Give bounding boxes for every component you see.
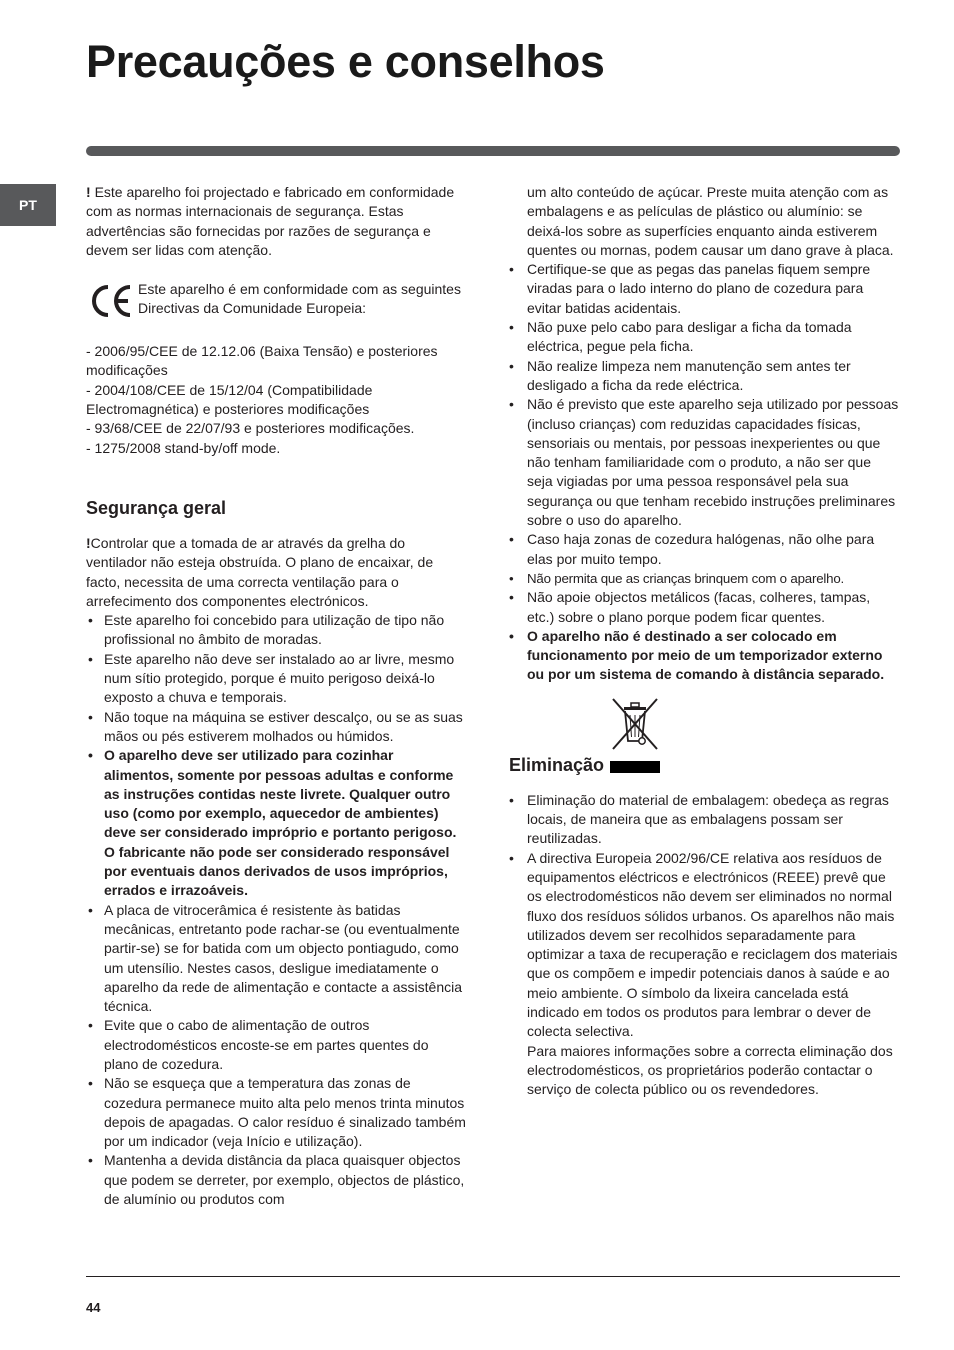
ce-mark-icon xyxy=(86,280,138,322)
continued-text: um alto conteúdo de açúcar. Preste muita atenção com as embalagens e as películas de plástico ou alumínio: se deixá-los sobre as superfícies enquanto ainda estiverem quentes ou mornas, podem causar um dano grave à placa. xyxy=(527,184,894,258)
directive-item: - 2004/108/CEE de 15/12/04 (Compatibilidade Electromagnética) e posteriores modificações xyxy=(86,381,373,418)
warning-mark-icon: ! xyxy=(86,184,91,200)
ce-text: Este aparelho é em conformidade com as seguintes Directivas da Comunidade Europeia: xyxy=(138,281,461,317)
page-number: 44 xyxy=(86,1300,101,1315)
list-item: • A directiva Europeia 2002/96/CE relativa aos resíduos de equipamentos eléctricos e electrónicos (REEE) prevê que os electrodomésticos não devem ser eliminados no normal fluxo dos resíduos sólidos urbanos. Os aparelhos não mais utilizados devem ser recolhidos separadamente para optimizar a taxa de recuperação e reciclagem dos materiais que os compõem e impedir potenciais danos à saúde e ao meio ambiente. O símbolo da lixeira cancelada está indicado em todos os produtos para lembrar o dever de colecta selectiva. xyxy=(509,849,899,1042)
section-heading-eliminacao: Eliminação xyxy=(509,754,605,775)
list-item: • Não puxe pelo cabo para desligar a ficha da tomada eléctrica, pegue pela ficha. xyxy=(509,318,899,357)
list-item: • Não se esqueça que a temperatura das zonas de cozedura permanece muito alta pelo menos trinta minutos depois de apagadas. O calor resíduo é sinalizado também por um indicador (veja Início e utilização). xyxy=(86,1074,466,1151)
ce-block xyxy=(86,280,466,322)
warning-mark-icon: ! xyxy=(86,534,91,551)
list-item: • Certifique-se que as pegas das panelas fiquem sempre viradas para o lado interno do plano de cozedura para evitar batidas acidentais. xyxy=(509,260,899,318)
list-item-bold: • O aparelho deve ser utilizado para cozinhar alimentos, somente por pessoas adultas e conforme as instruções contidas neste livrete. Qualquer outro uso (como por exemplo, aquecedor de ambientes) deve ser considerado impróprio e portanto perigoso. O fabricante não pode ser considerado responsável por eventuais danos derivados de usos impróprios, errados e irrazoáveis. xyxy=(86,746,466,900)
weee-block xyxy=(509,697,899,777)
list-item: • Caso haja zonas de cozedura halógenas, não olhe para elas por muito tempo. xyxy=(509,530,899,569)
eliminacao-list xyxy=(509,791,899,1042)
directive-item: - 93/68/CEE de 22/07/93 e posteriores modificações. xyxy=(86,420,415,437)
footer-rule xyxy=(86,1276,900,1277)
directive-item: - 1275/2008 stand-by/off mode. xyxy=(86,439,281,456)
list-item: • A placa de vitrocerâmica é resistente às batidas mecânicas, entretanto pode rachar-se (ou eventualmente partir-se) se for batida com um objecto pontiagudo, como um utensílio. Nestes casos, desligue imediatamente o aparelho da rede de alimentação e contacte a assistência técnica. xyxy=(86,901,466,1017)
directive-item: - 2006/95/CEE de 12.12.06 (Baixa Tensão) e posteriores modificações xyxy=(86,343,438,379)
page-title: Precauções e conselhos xyxy=(86,36,605,87)
directives-list xyxy=(86,342,466,458)
list-item: • Este aparelho foi concebido para utilização de tipo não profissional no âmbito de moradas. xyxy=(86,611,466,650)
list-item: • Eliminação do material de embalagem: obedeça as regras locais, de maneira que as embalagens possam ser reutilizadas. xyxy=(509,791,899,849)
weee-bar-mark xyxy=(610,761,660,773)
seguranca-list xyxy=(86,611,466,1209)
list-item-bold: • O aparelho não é destinado a ser colocado em funcionamento por meio de um temporizador externo ou por um sistema de comando à distância separado. xyxy=(509,627,899,685)
seguranca-list-continued xyxy=(509,260,899,685)
eliminacao-heading-row xyxy=(509,753,899,777)
seguranca-intro: !Controlar que a tomada de ar através da grelha do ventilador não esteja obstruída. O plano de encaixar, de facto, necessita de uma correcta ventilação para o arrefecimento dos componentes electrónicos. xyxy=(86,534,434,609)
list-item: • Este aparelho não deve ser instalado ao ar livre, mesmo num sítio protegido, porque é muito perigoso deixá-lo exposto a chuva e temporais. xyxy=(86,650,466,708)
list-item: • Mantenha a devida distância da placa quaisquer objectos que podem se derreter, por exemplo, objectos de plástico, de alumínio ou produtos com xyxy=(86,1151,466,1209)
list-item: • Evite que o cabo de alimentação de outros electrodomésticos encoste-se em partes quentes do plano de cozedura. xyxy=(86,1016,466,1074)
language-tab: PT xyxy=(0,184,56,226)
right-column xyxy=(509,183,899,1099)
eliminacao-extra: Para maiores informações sobre a correcta eliminação dos electrodomésticos, os proprietários poderão contactar o serviço de colecta público ou os revendedores. xyxy=(527,1042,893,1098)
list-item: • Não é previsto que este aparelho seja utilizado por pessoas (incluso crianças) com reduzidas capacidades físicas, sensoriais ou mentais, por pessoas inexperientes ou que não tenham familiaridade com o produto, a não ser que seja vigiadas por uma pessoa responsável pela sua segurança ou que tenham recebido instruções preliminares sobre o uso do aparelho. xyxy=(509,395,899,530)
list-item: • Não apoie objectos metálicos (facas, colheres, tampas, etc.) sobre o plano porque podem ficar quentes. xyxy=(509,588,899,627)
section-heading-seguranca: Segurança geral xyxy=(86,497,227,518)
list-item: • Não toque na máquina se estiver descalço, ou se as suas mãos ou pés estiverem molhados ou húmidos. xyxy=(86,708,466,747)
list-item: • Não realize limpeza nem manutenção sem antes ter desligado a ficha da rede eléctrica. xyxy=(509,357,899,396)
intro-paragraph: ! Este aparelho foi projectado e fabricado em conformidade com as normas internacionais de segurança. Estas advertências são fornecidas por razões de segurança e devem ser lidas com atenção. xyxy=(86,184,455,258)
list-item: • Não permita que as crianças brinquem com o aparelho. xyxy=(509,569,899,588)
header-rule xyxy=(86,146,900,156)
crossed-bin-icon xyxy=(609,697,661,751)
left-column xyxy=(86,183,466,1209)
